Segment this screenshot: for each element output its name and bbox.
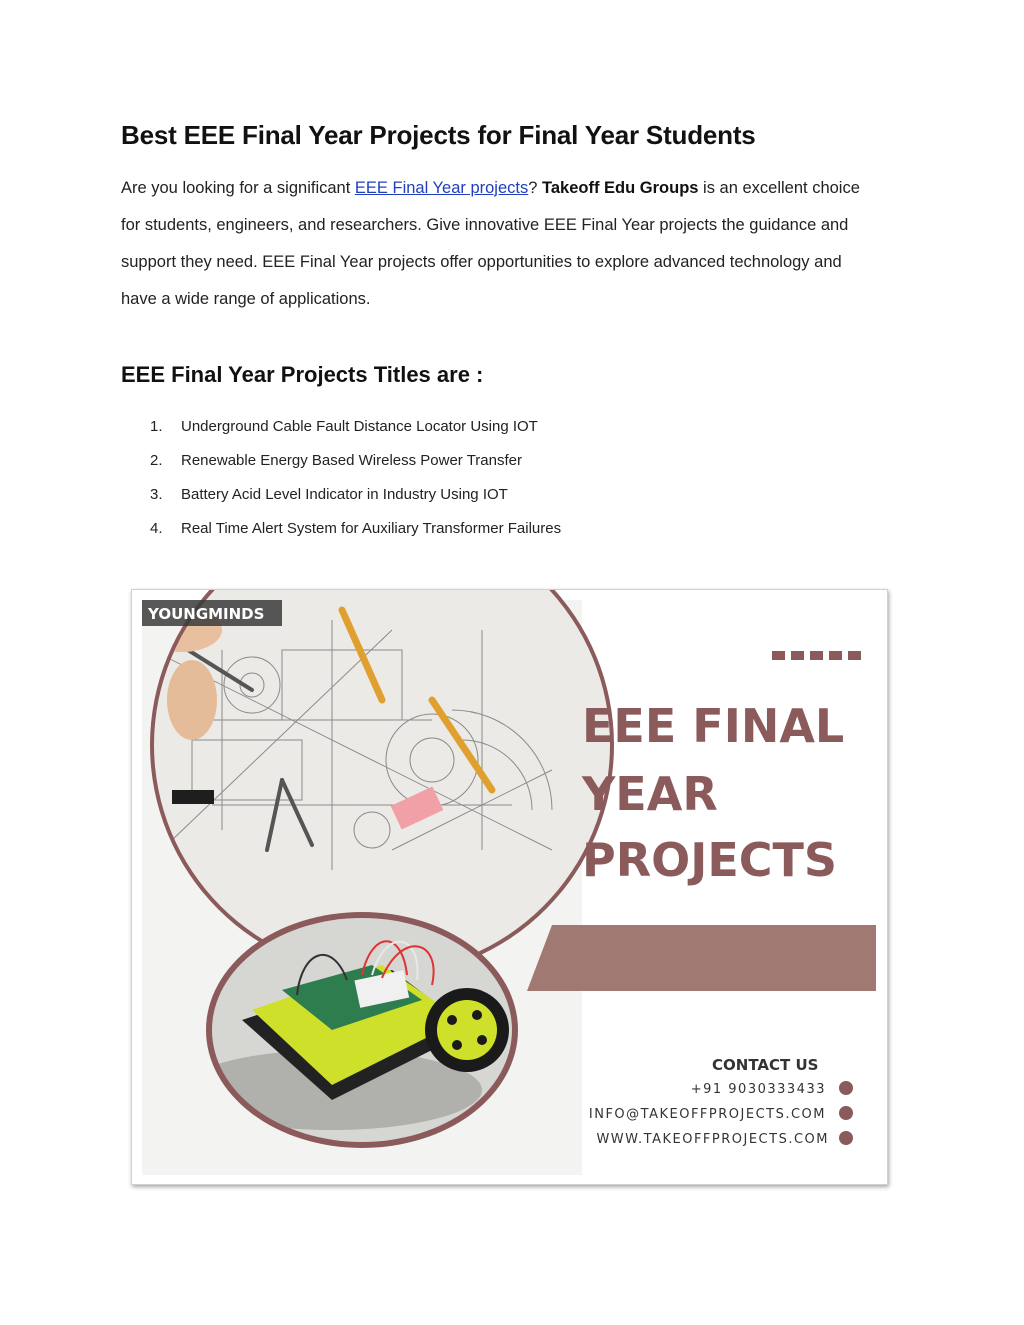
- section-title: EEE Final Year Projects Titles are :: [121, 362, 484, 387]
- intro-rest: is an excellent choice for students, engineers, and researchers. Give innovative EEE Final Year projects the guidance and support they need. EEE Final Year projects offer opportunities to explore advanced technology and have a wide range of applications.: [121, 179, 860, 308]
- phone-icon: [839, 1081, 853, 1095]
- list-number: 3.: [150, 486, 163, 503]
- list-item: [150, 444, 561, 478]
- list-item: [150, 478, 561, 512]
- intro-after-link: ?: [528, 179, 543, 197]
- intro-lead: Are you looking for a significant: [121, 179, 355, 197]
- logo-text: YOUNGMINDS: [148, 605, 265, 623]
- list-text: Real Time Alert System for Auxiliary Transformer Failures: [181, 520, 562, 537]
- list-item: [150, 410, 561, 444]
- brand-name: Takeoff Edu Groups: [542, 179, 699, 197]
- decorative-squares: [772, 651, 861, 660]
- eee-projects-link[interactable]: EEE Final Year projects: [354, 179, 529, 197]
- promo-banner-image: [131, 589, 888, 1185]
- list-item: [150, 512, 561, 546]
- contact-phone: +91 9030333433: [690, 1082, 826, 1097]
- list-number: 2.: [150, 452, 163, 469]
- project-titles-list: [150, 410, 561, 546]
- list-text: Renewable Energy Based Wireless Power Transfer: [181, 452, 522, 469]
- contact-title: CONTACT US: [712, 1056, 819, 1074]
- headline-line-2: YEAR: [582, 767, 718, 821]
- list-number: 1.: [150, 418, 163, 435]
- promo-banner-graphic: [132, 590, 887, 1184]
- contact-email: INFO@TAKEOFFPROJECTS.COM: [588, 1107, 826, 1122]
- intro-paragraph: [121, 170, 881, 318]
- headline-line-3: PROJECTS: [582, 833, 838, 887]
- page-title: Best EEE Final Year Projects for Final Year Students: [121, 120, 756, 150]
- list-text: Battery Acid Level Indicator in Industry Using IOT: [181, 486, 508, 503]
- globe-icon: [839, 1131, 853, 1145]
- contact-website: WWW.TAKEOFFPROJECTS.COM: [596, 1132, 829, 1147]
- list-number: 4.: [150, 520, 163, 537]
- email-icon: [839, 1106, 853, 1120]
- accent-band: [527, 925, 876, 991]
- list-text: Underground Cable Fault Distance Locator Using IOT: [181, 418, 538, 435]
- banner-headline: [581, 699, 844, 887]
- headline-line-1: EEE FINAL: [582, 699, 845, 753]
